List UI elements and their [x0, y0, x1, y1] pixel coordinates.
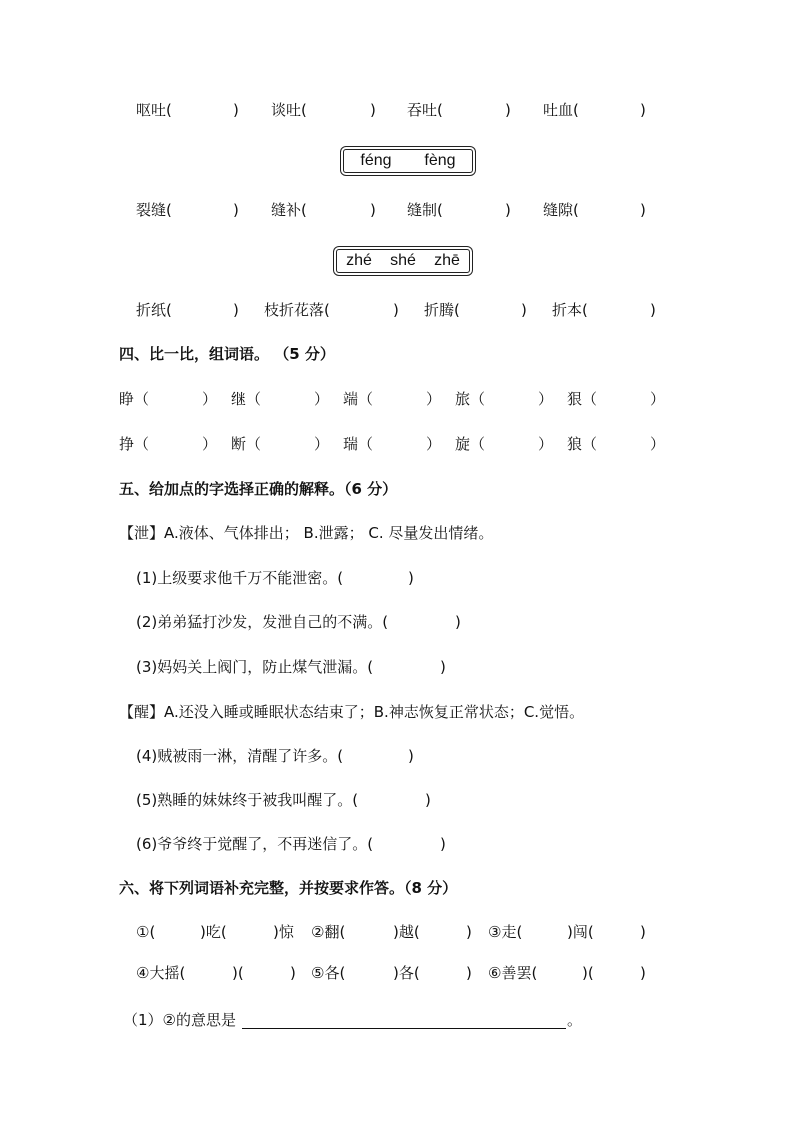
pinyin-feng2: féng — [360, 152, 392, 169]
feng-pinyin-box-row — [0, 149, 794, 173]
section-6-question-1-row — [0, 1008, 794, 1032]
char-rui: 瑞（ — [343, 435, 374, 453]
idiom-row-2 — [0, 961, 794, 985]
question-2-row — [0, 610, 794, 634]
paren-close: ) — [408, 747, 414, 765]
idiom-1-part-c: )惊 — [273, 923, 294, 941]
section-6-question-1-prefix: （1）②的意思是 — [123, 1011, 236, 1029]
feng-pinyin-box — [343, 149, 473, 173]
idiom-6-part-a: ⑥善罢( — [488, 964, 538, 982]
idiom-4-part-b: )( — [232, 964, 244, 982]
idiom-2-part-a: ②翻( — [311, 923, 346, 941]
section-4-title-row — [0, 342, 794, 366]
paren-close: ) — [393, 301, 399, 319]
section-6-question-1-suffix: 。 — [567, 1011, 583, 1029]
paren-close: ) — [640, 101, 646, 119]
idiom-5-part-a: ⑤各( — [311, 964, 346, 982]
idiom-6-part-c: ) — [640, 964, 646, 982]
char-zheng-hand: 挣（ — [119, 435, 150, 453]
paren-close: ） — [202, 435, 218, 453]
idiom-1-part-a: ①( — [136, 923, 156, 941]
paren-close: ） — [538, 435, 554, 453]
word-zheteng: 折腾( — [424, 301, 460, 319]
word-outu: 呕吐( — [136, 101, 172, 119]
pinyin-zhe1: zhē — [434, 252, 460, 269]
idiom-1-part-b: )吃( — [200, 923, 227, 941]
question-6: (6)爷爷终于觉醒了，不再迷信了。( — [136, 835, 374, 853]
xing-definition-row — [0, 700, 794, 724]
paren-close: ) — [233, 101, 239, 119]
paren-close: ） — [314, 390, 330, 408]
question-3: (3)妈妈关上阀门，防止煤气泄漏。( — [136, 658, 374, 676]
idiom-5-part-c: ) — [466, 964, 472, 982]
paren-close: ） — [426, 435, 442, 453]
zhe-word-row — [0, 298, 794, 322]
paren-close: ） — [538, 390, 554, 408]
question-1: (1)上级要求他千万不能泄密。( — [136, 569, 344, 587]
pinyin-she2: shé — [390, 252, 416, 269]
question-5: (5)熟睡的妹妹终于被我叫醒了。( — [136, 791, 359, 809]
paren-close: ) — [640, 201, 646, 219]
tu-pinyin-row — [0, 98, 794, 122]
word-tantu: 谈吐( — [271, 101, 307, 119]
char-zheng: 睁（ — [119, 390, 150, 408]
paren-close: ) — [370, 101, 376, 119]
paren-close: ) — [425, 791, 431, 809]
word-liefeng: 裂缝( — [136, 201, 172, 219]
char-lang: 狼（ — [567, 435, 598, 453]
idiom-3-part-b: )闯( — [567, 923, 594, 941]
word-fengbu: 缝补( — [271, 201, 307, 219]
paren-close: ) — [233, 201, 239, 219]
section-4-title: 四、比一比，组词语。 （5 分） — [119, 345, 335, 363]
pinyin-feng4: fèng — [424, 152, 456, 169]
xie-definition-row — [0, 521, 794, 545]
idiom-4-part-c: ) — [290, 964, 296, 982]
paren-close: ) — [233, 301, 239, 319]
char-ji: 继（ — [231, 390, 262, 408]
paren-close: ) — [440, 835, 446, 853]
paren-close: ) — [370, 201, 376, 219]
char-xuan: 旋（ — [455, 435, 486, 453]
idiom-2-part-c: ) — [466, 923, 472, 941]
char-duan: 端（ — [343, 390, 374, 408]
paren-close: ） — [314, 435, 330, 453]
question-4-row — [0, 744, 794, 768]
paren-close: ） — [426, 390, 442, 408]
paren-close: ） — [202, 390, 218, 408]
word-zhezhi: 折纸( — [136, 301, 172, 319]
section-5-title-row — [0, 477, 794, 501]
question-5-row — [0, 788, 794, 812]
question-4: (4)贼被雨一淋，清醒了许多。( — [136, 747, 344, 765]
zhe-pinyin-box — [336, 249, 470, 273]
question-6-row — [0, 832, 794, 856]
paren-close: ) — [408, 569, 414, 587]
paren-close: ) — [455, 613, 461, 631]
paren-close: ) — [505, 201, 511, 219]
question-2: (2)弟弟猛打沙发，发泄自己的不满。( — [136, 613, 389, 631]
word-fengxi: 缝隙( — [543, 201, 579, 219]
paren-close: ) — [521, 301, 527, 319]
idiom-5-part-b: )各( — [393, 964, 420, 982]
word-fengzhi: 缝制( — [407, 201, 443, 219]
xie-definition: 【泄】A.液体、气体排出； B.泄露； C. 尽量发出情绪。 — [119, 524, 494, 542]
char-lv: 旅（ — [455, 390, 486, 408]
idiom-4-part-a: ④大摇( — [136, 964, 186, 982]
section-6-title-row — [0, 876, 794, 900]
word-zhizhehualuo: 枝折花落( — [264, 301, 330, 319]
word-tuntu: 吞吐( — [407, 101, 443, 119]
xing-definition: 【醒】A.还没入睡或睡眠状态结束了；B.神志恢复正常状态；C.觉悟。 — [119, 703, 585, 721]
paren-close: ) — [650, 301, 656, 319]
question-1-row — [0, 566, 794, 590]
paren-close: ） — [650, 390, 666, 408]
section-4-row-2 — [0, 432, 794, 456]
char-hen: 狠（ — [567, 390, 598, 408]
pinyin-zhe2: zhé — [346, 252, 372, 269]
section-4-row-1 — [0, 387, 794, 411]
idiom-3-part-a: ③走( — [488, 923, 523, 941]
question-3-row — [0, 655, 794, 679]
paren-close: ) — [440, 658, 446, 676]
idiom-6-part-b: )( — [582, 964, 594, 982]
section-6-title: 六、将下列词语补充完整，并按要求作答。（8 分） — [119, 879, 458, 897]
idiom-2-part-b: )越( — [393, 923, 420, 941]
zhe-pinyin-box-row — [0, 249, 794, 273]
paren-close: ) — [505, 101, 511, 119]
word-tuxue: 吐血( — [543, 101, 579, 119]
word-shaben: 折本( — [552, 301, 588, 319]
paren-close: ） — [650, 435, 666, 453]
idiom-3-part-c: ) — [640, 923, 646, 941]
answer-blank[interactable] — [242, 1028, 566, 1029]
section-5-title: 五、给加点的字选择正确的解释。（6 分） — [119, 480, 398, 498]
idiom-row-1 — [0, 920, 794, 944]
char-duan-break: 断（ — [231, 435, 262, 453]
feng-word-row — [0, 198, 794, 222]
